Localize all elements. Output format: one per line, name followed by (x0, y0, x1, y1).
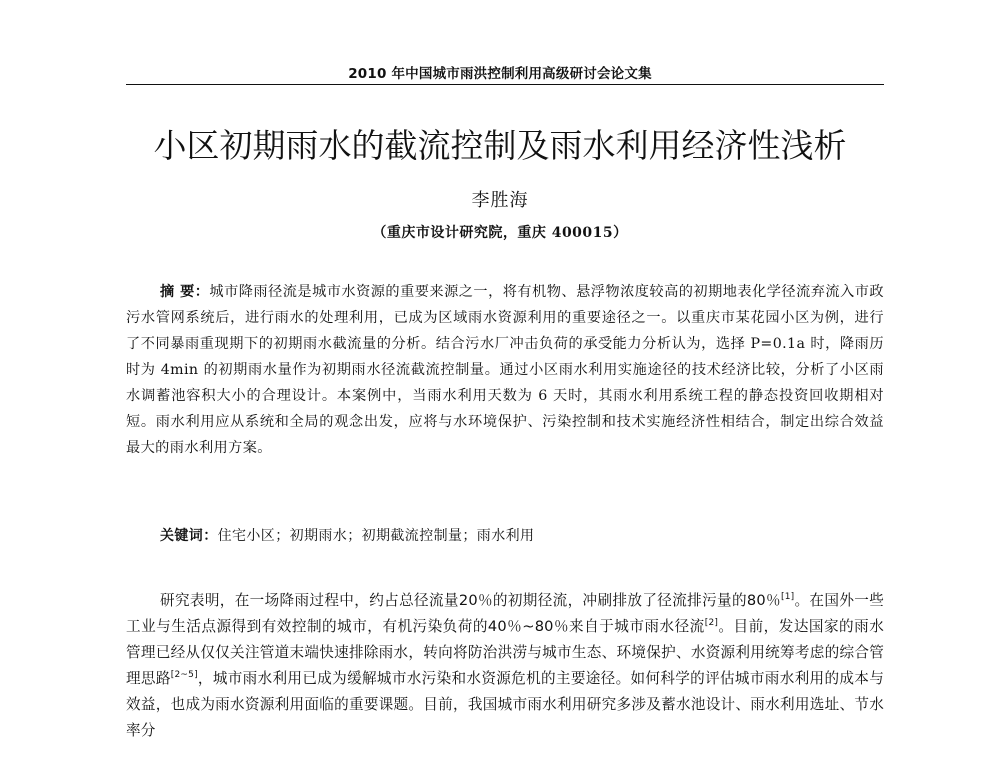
abstract (126, 279, 884, 461)
body-paragraph (126, 588, 884, 744)
author-affiliation: （重庆市设计研究院，重庆 400015） (372, 225, 628, 241)
keywords (160, 523, 884, 549)
keywords-text: 住宅小区；初期雨水；初期截流控制量；雨水利用 (217, 528, 535, 544)
abstract-label: 摘 要： (160, 284, 210, 300)
paper-title: 小区初期雨水的截流控制及雨水利用经济性浅析 (153, 126, 847, 165)
citation-ref: [2~5] (170, 670, 198, 681)
abstract-text: 城市降雨径流是城市水资源的重要来源之一，将有机物、悬浮物浓度较高的初期地表化学径流弃流入市政污水管网系统后，进行雨水的处理利用，已成为区域雨水资源利用的重要途径之一。以重庆市某花园小区为例，进行了不同暴雨重现期下的初期雨水截流量的分析。结合污水厂冲击负荷的承受能力分析认为，选择 P=0.1a 时，降雨历时为 4min 的初期雨水量作为初期雨水径流截流控制量。通过小区雨水利用实施途径的技术经济比较，分析了小区雨水调蓄池容积大小的合理设计。本案例中，当雨水利用天数为 6 天时，其雨水利用系统工程的静态投资回收期相对短。雨水利用应从系统和全局的观念出发，应将与水环境保护、污染控制和技术实施经济性相结合，制定出综合效益最大的雨水利用方案。 (126, 284, 884, 456)
author-name: 李胜海 (471, 190, 529, 211)
header-rule (126, 84, 884, 85)
keywords-label: 关键词： (160, 528, 218, 544)
body-text-segment: ，城市雨水利用已成为缓解城市水污染和水资源危机的主要途径。如何科学的评估城市雨水利用的成本与效益，也成为雨水资源利用面临的重要课题。目前，我国城市雨水利用研究多涉及蓄水池设计、雨水利用选址、节水率分 (126, 670, 884, 739)
body-text-segment: 。在国外一些工业与生活点源得到有效控制的城市，有机污染负荷的40％~80％来自于城市雨水径流 (126, 592, 884, 635)
running-header: 2010 年中国城市雨洪控制利用高级研讨会论文集 (348, 66, 652, 82)
body-text-segment: 研究表明，在一场降雨过程中，约占总径流量20％的初期径流，冲刷排放了径流排污量的80％ (160, 592, 781, 609)
citation-ref: [1] (780, 592, 795, 603)
body-text-segment: 。目前，发达国家的雨水管理已经从仅仅关注管道末端快速排除雨水，转向将防治洪涝与城市生态、环境保护、水资源利用统筹考虑的综合管理思路 (126, 618, 885, 687)
citation-ref: [2] (704, 618, 719, 629)
